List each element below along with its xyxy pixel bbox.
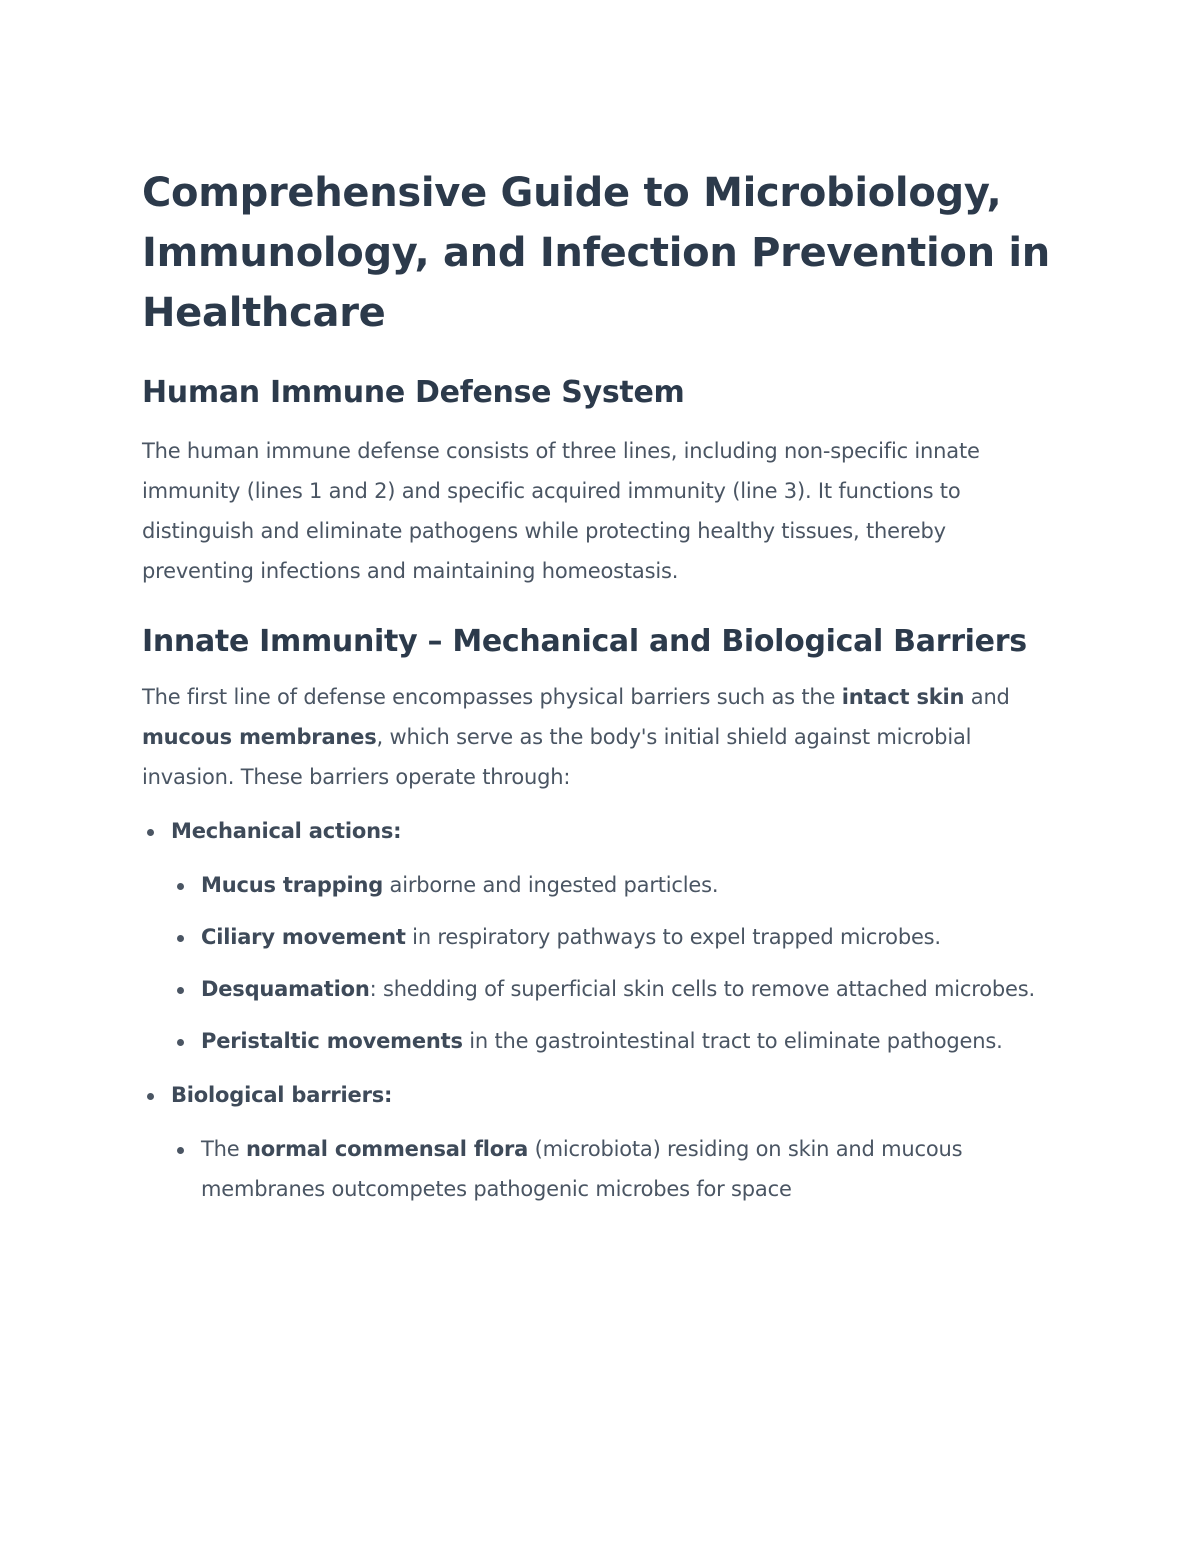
list-item — [201, 917, 1062, 957]
list-label: Biological barriers: — [171, 1083, 393, 1107]
document-page — [142, 163, 1062, 1223]
text: in respiratory pathways to expel trapped microbes. — [405, 925, 941, 949]
section-heading-immune-defense: Human Immune Defense System — [142, 375, 685, 410]
bold-term: Mucus trapping — [201, 873, 384, 897]
list-item — [201, 969, 1062, 1009]
list-item — [201, 865, 1062, 905]
list-item-biological — [171, 1075, 1062, 1209]
list-item — [201, 1129, 1062, 1209]
immune-defense-paragraph: The human immune defense consists of three lines, including non-specific innate immunity (lines 1 and 2) and specific acquired immunity (line 3). It functions to distinguish and eliminate pathogens while protecting healthy tissues, thereby preventing infections and maintaining homeostasis. — [142, 439, 980, 583]
text: in the gastrointestinal tract to eliminate pathogens. — [462, 1029, 1003, 1053]
section-heading-innate-immunity: Innate Immunity – Mechanical and Biological Barriers — [142, 624, 1027, 659]
text: The first line of defense encompasses physical barriers such as the — [142, 685, 842, 709]
bold-term: Peristaltic movements — [201, 1029, 463, 1053]
list-item — [201, 1021, 1062, 1061]
document-title: Comprehensive Guide to Microbiology, Immunology, and Infection Prevention in Healthcare — [142, 170, 1050, 336]
text: : shedding of superficial skin cells to remove attached microbes. — [369, 977, 1035, 1001]
text: airborne and ingested particles. — [383, 873, 719, 897]
bold-term: normal commensal flora — [245, 1137, 529, 1161]
bold-term: intact skin — [841, 685, 965, 709]
bold-term: Desquamation — [201, 977, 370, 1001]
text: and — [964, 685, 1010, 709]
list-label: Mechanical actions: — [171, 819, 402, 843]
innate-immunity-paragraph — [142, 677, 1062, 797]
text: , which serve as the body's initial shield against microbial invasion. These barriers operate through: — [142, 725, 972, 789]
list-item-mechanical — [171, 811, 1062, 1061]
bold-term: mucous membranes — [142, 725, 377, 749]
mechanical-sublist — [171, 865, 1062, 1061]
barrier-list — [142, 811, 1062, 1209]
biological-sublist — [171, 1129, 1062, 1209]
text: (microbiota) residing on skin and mucous membranes outcompetes pathogenic microbes for space — [201, 1137, 963, 1201]
text: The — [201, 1137, 246, 1161]
bold-term: Ciliary movement — [201, 925, 406, 949]
